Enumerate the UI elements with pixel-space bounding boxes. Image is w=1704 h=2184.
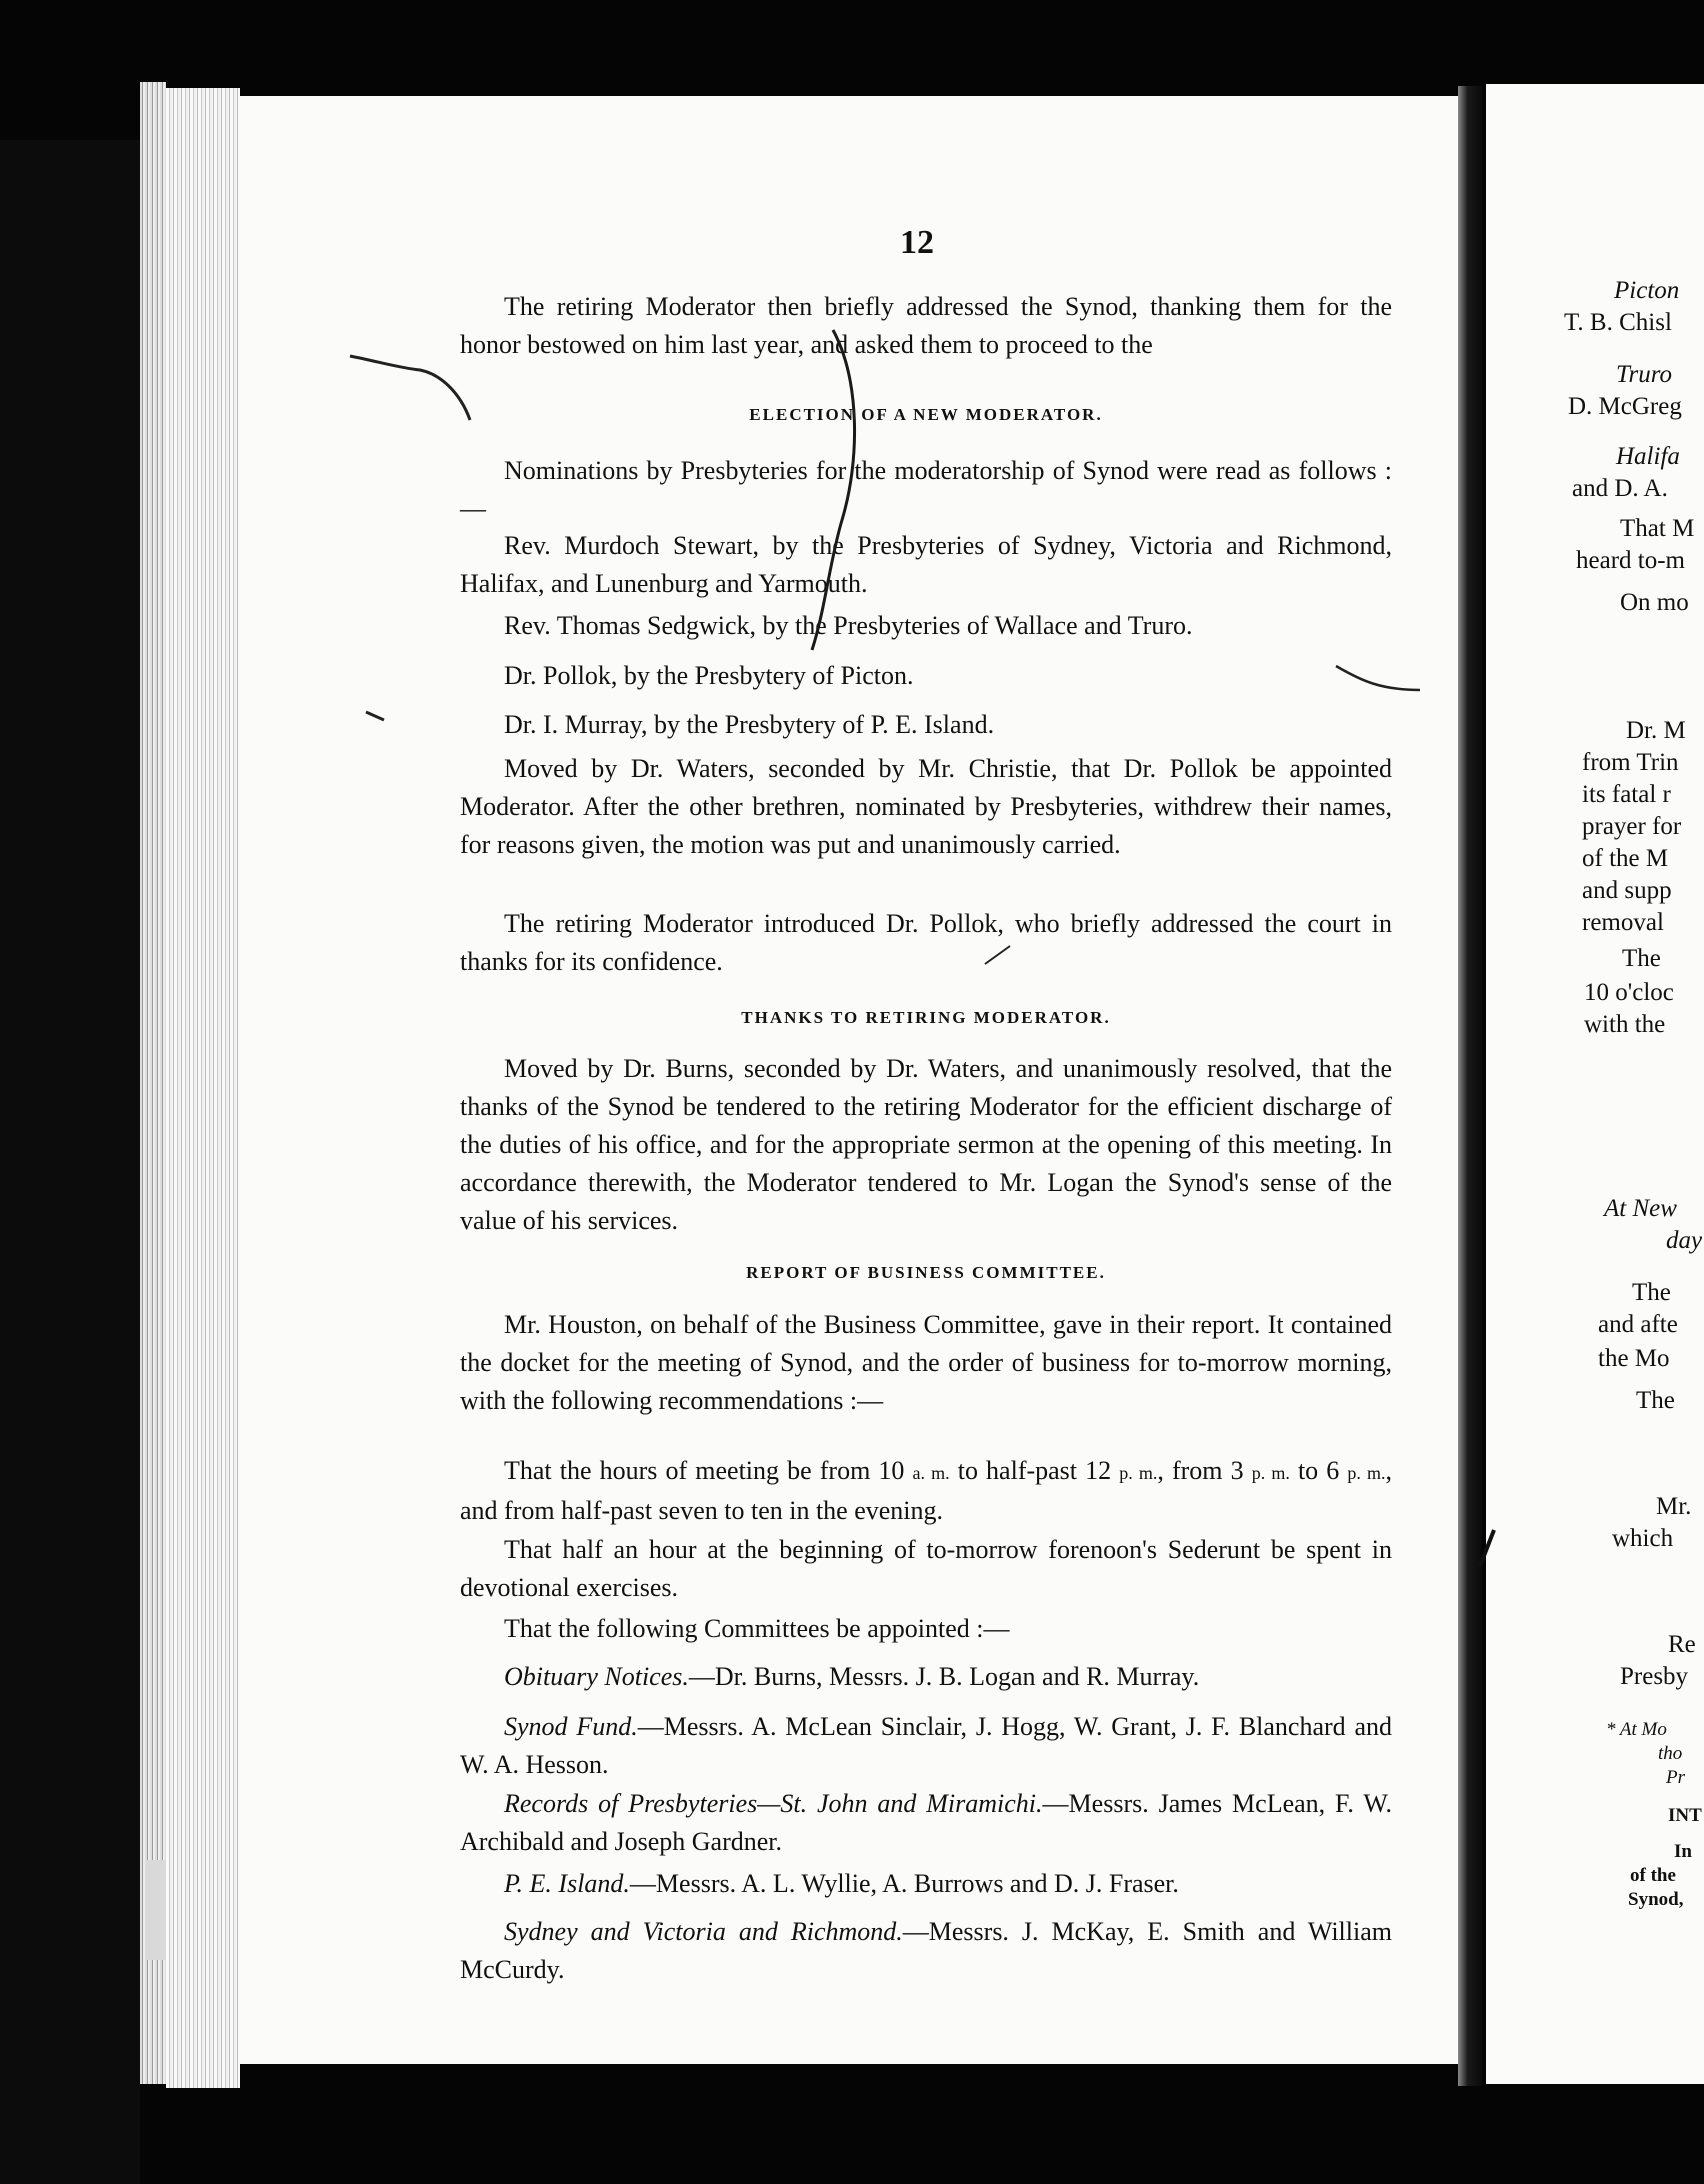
hours-text-5: , and from half-past seven to ten in the evening. — [460, 1456, 1392, 1525]
committee-label: Records of Presbyteries—St. John and Miramichi. — [504, 1789, 1043, 1818]
committee-obituary — [460, 1658, 1392, 1696]
committee-label: Synod Fund. — [504, 1712, 638, 1741]
right-line: The — [1632, 1279, 1671, 1306]
nomination-sedgwick: Rev. Thomas Sedgwick, by the Presbyteries of Wallace and Truro. — [504, 611, 1193, 640]
right-line: 10 o'cloc — [1584, 979, 1674, 1006]
right-line: which — [1612, 1525, 1674, 1552]
committee-members: —Messrs. James McLean, F. W. Archibald and Joseph Gardner. — [460, 1789, 1392, 1856]
heading-election: ELECTION OF A NEW MODERATOR. — [749, 405, 1103, 424]
right-line: of the — [1630, 1865, 1676, 1886]
right-line: The — [1636, 1387, 1675, 1414]
right-line: T. B. Chisl — [1564, 309, 1672, 336]
committee-records — [460, 1785, 1392, 1861]
committee-members: —Dr. Burns, Messrs. J. B. Logan and R. Murray. — [688, 1662, 1200, 1691]
right-line: Mr. — [1656, 1493, 1692, 1520]
right-line: The — [1622, 945, 1661, 972]
committee-members: —Messrs. J. McKay, E. Smith and William McCurdy. — [460, 1917, 1392, 1984]
committee-members: —Messrs. A. L. Wyllie, A. Burrows and D. J. Fraser. — [629, 1869, 1179, 1898]
right-line: and supp — [1582, 877, 1672, 904]
hours-text-2: to half-past 12 — [957, 1456, 1112, 1485]
book-edge-shadow — [0, 140, 140, 2184]
page-number: 12 — [900, 224, 934, 261]
right-line: from Trin — [1582, 749, 1679, 776]
book-gutter — [1458, 86, 1482, 2086]
nominations-intro: Nominations by Presbyteries for the moderatorship of Synod were read as follows :— — [460, 456, 1392, 523]
right-line: D. McGreg — [1568, 393, 1682, 420]
right-line: with the — [1584, 1011, 1666, 1038]
right-line: and afte — [1598, 1311, 1678, 1338]
hours-text-1: That the hours of meeting be from 10 — [504, 1456, 905, 1485]
right-line: On mo — [1620, 589, 1689, 616]
pollok-introduced: The retiring Moderator introduced Dr. Pollok, who briefly addressed the court in thanks for its confidence. — [460, 909, 1392, 976]
committee-synod-fund — [460, 1708, 1392, 1784]
page-stack-edge — [140, 82, 166, 2084]
business-report: Mr. Houston, on behalf of the Business Committee, gave in their report. It contained the docket for the meeting of Synod, and the order of business for to-morrow morning, with the following recommendations :— — [460, 1310, 1392, 1415]
hours-pm-2: p. m. — [1251, 1463, 1290, 1483]
right-line: Synod, — [1628, 1889, 1684, 1910]
right-line: removal — [1582, 909, 1664, 936]
hours-pm-1: p. m. — [1119, 1463, 1158, 1483]
right-page-fragment — [1486, 84, 1704, 2084]
heading-business: REPORT OF BUSINESS COMMITTEE. — [746, 1263, 1106, 1282]
right-line: Pr — [1666, 1767, 1685, 1788]
nomination-pollok: Dr. Pollok, by the Presbytery of Picton. — [504, 661, 914, 690]
hours-text-4: to 6 — [1297, 1456, 1340, 1485]
committee-label: Obituary Notices. — [504, 1662, 689, 1691]
heading-thanks: THANKS TO RETIRING MODERATOR. — [741, 1008, 1111, 1027]
hours-recommendation — [460, 1452, 1392, 1530]
hours-text-3: , from 3 — [1157, 1456, 1244, 1485]
right-line: * At Mo — [1606, 1719, 1667, 1740]
paper-tab — [146, 1860, 166, 1960]
right-line: Picton — [1614, 277, 1680, 304]
nomination-murray: Dr. I. Murray, by the Presbytery of P. E. Island. — [504, 710, 995, 739]
committees-intro: That the following Committees be appointed :— — [504, 1614, 1010, 1643]
right-line: its fatal r — [1582, 781, 1671, 808]
nomination-stewart: Rev. Murdoch Stewart, by the Presbyteries of Sydney, Victoria and Richmond, Halifax, and Lunenburg and Yarmouth. — [460, 531, 1392, 598]
committee-pei — [460, 1865, 1392, 1903]
right-line: That M — [1620, 515, 1695, 542]
motion-burns: Moved by Dr. Burns, seconded by Dr. Waters, and unanimously resolved, that the thanks of the Synod be tendered to the retiring Moderator for the efficient discharge of the duties of his office, and for the appropriate sermon at the opening of this meeting. In accordance therewith, the Moderator tendered to Mr. Logan the Synod's sense of the value of his services. — [460, 1054, 1392, 1235]
devotional-recommendation: That half an hour at the beginning of to-morrow forenoon's Sederunt be spent in devotional exercises. — [460, 1535, 1392, 1602]
right-line: Halifa — [1616, 443, 1680, 470]
right-line: Dr. M — [1626, 717, 1686, 744]
right-line: Presby — [1620, 1663, 1689, 1690]
committee-label: Sydney and Victoria and Richmond. — [504, 1917, 903, 1946]
hours-pm-3: p. m. — [1347, 1463, 1386, 1483]
right-line: At New — [1604, 1195, 1677, 1222]
right-line: prayer for — [1582, 813, 1682, 840]
opening-paragraph: The retiring Moderator then briefly addressed the Synod, thanking them for the honor bestowed on him last year, and asked them to proceed to the — [460, 292, 1392, 359]
hours-am: a. m. — [912, 1463, 950, 1483]
right-line: Truro — [1616, 361, 1673, 388]
committee-sydney — [460, 1913, 1392, 1989]
right-line: tho — [1658, 1743, 1683, 1764]
right-line: day — [1666, 1227, 1703, 1254]
motion-waters: Moved by Dr. Waters, seconded by Mr. Christie, that Dr. Pollok be appointed Moderator. After the other brethren, nominated by Presbyteries, withdrew their names, for reasons given, the motion was put and unanimously carried. — [460, 754, 1392, 859]
right-line: In — [1674, 1841, 1692, 1862]
committee-label: P. E. Island. — [504, 1869, 630, 1898]
page-stack-edge-inner — [166, 88, 240, 2088]
right-line: INT — [1668, 1805, 1702, 1826]
right-line: and D. A. — [1572, 475, 1668, 502]
right-line: Re — [1668, 1631, 1696, 1658]
right-line: heard to-m — [1576, 547, 1685, 574]
right-line: of the M — [1582, 845, 1669, 872]
right-line: the Mo — [1598, 1345, 1670, 1372]
committee-members: —Messrs. A. McLean Sinclair, J. Hogg, W. Grant, J. F. Blanchard and W. A. Hesson. — [460, 1712, 1393, 1779]
